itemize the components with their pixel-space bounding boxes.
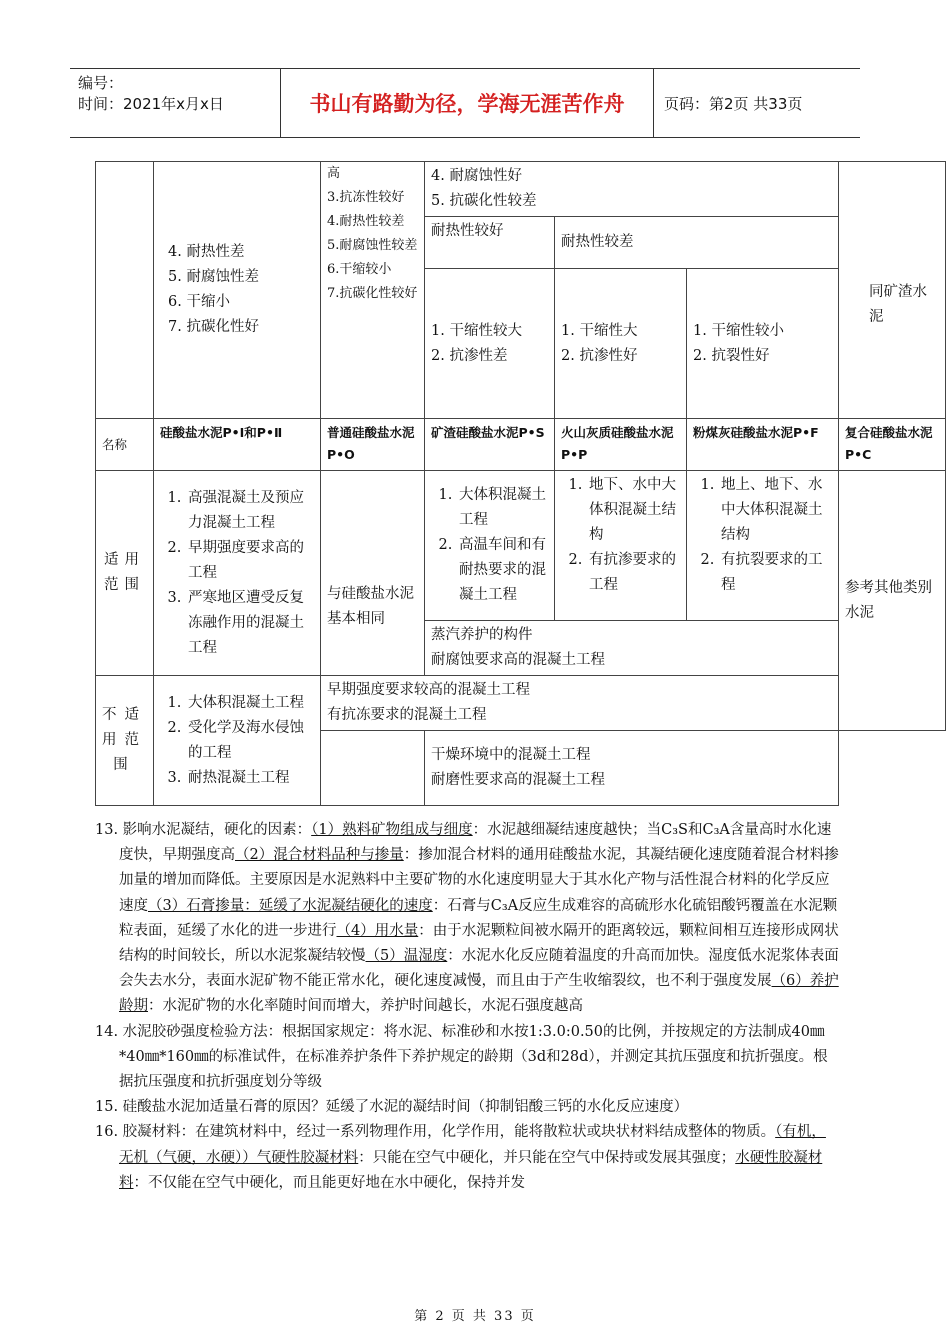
notapply-c345 [321,676,839,731]
list-item: 蒸汽养护的构件 [431,627,533,643]
list-item: 7. 抗碳化性好 [168,319,259,335]
list-item: 干燥环境中的混凝土工程 [431,747,591,763]
apply-c1 [154,471,321,676]
list-item: 2. 高温车间和有耐热要求的混凝土工程 [457,533,548,608]
motto: 书山有路勤为径，学海无涯苦作舟 [281,69,654,137]
list-item: 6. 干缩小 [168,294,230,310]
text-span: ：水泥越细凝结速度越快；当C₃S和C₃A含量高时水化速度快，早期强度高 [119,822,832,864]
text-span: ：只能在空气中硬化，并只能在空气中保持或发展其强度； [358,1149,736,1166]
paragraph-16 [95,1120,840,1196]
list-item: 4.耐热性较差 [327,214,405,229]
notapply-c45 [425,731,839,806]
list-item: 耐腐蚀要求高的混凝土工程 [431,652,605,668]
header-col: 粉煤灰硅酸盐水泥P•F [687,419,839,471]
cell-top-c345 [425,162,839,217]
list-item: 6.干缩较小 [327,262,392,277]
list-item: 3. 耐热混凝土工程 [186,766,314,791]
underlined-term: （有机，无机（气硬，水硬））气硬性胶凝材料 [119,1124,826,1166]
list-item: 高 [327,166,341,181]
header-col: 复合硅酸盐水泥 P•C [839,419,946,471]
list-item: 2. 受化学及海水侵蚀的工程 [186,716,314,766]
cell-c5-shrink [687,269,839,419]
list-item: 2. 有抗裂要求的工程 [719,548,832,598]
list-item: 3.抗冻性较好 [327,190,405,205]
page-info: 页码：第2页 共33页 [664,94,803,113]
time-label: 时间：2021年x月x日 [78,95,224,113]
list-item: 耐磨性要求高的混凝土工程 [431,772,605,788]
underlined-term: （3）石膏掺量：延缓了水泥凝结硬化的速度 [148,897,433,914]
header-meta [70,69,281,137]
cell-top-name [96,162,154,419]
header-col: 火山灰质硅酸盐水泥 P•P [555,419,687,471]
paragraph-13 [95,818,840,1020]
paragraph-14: 14. 水泥胶砂强度检验方法：根据国家规定：将水泥、标准砂和水按1:3.0:0.50的比例，并按规定的方法制成40㎜*40㎜*160㎜的标准试件，在标准养护条件下养护规定的龄期（3d和28d），并测定其抗压强度和抗折强度。根据抗压强度和抗折强度划分等级 [95,1023,828,1091]
underlined-term: 水硬性胶凝材料 [119,1149,823,1191]
list-item: 5.耐腐蚀性较差 [327,238,418,253]
list-item: 4. 耐腐蚀性好 [431,168,522,184]
cement-table [95,161,946,806]
apply-c345 [425,621,839,676]
cell-c45-heat [555,217,839,269]
underlined-term: （5）温湿度 [365,948,448,965]
text-span: ：由于水泥颗粒间被水隔开的距离较远，颗粒间相互连接形成网状结构的时间较长，所以水泥浆凝结较慢 [119,922,839,965]
underlined-term: （2）混合材料品种与掺量 [235,847,404,864]
list-item: 1. 大体积混凝土工程 [186,691,314,716]
list-item: 3. 严寒地区遭受反复冻融作用的混凝土工程 [186,586,314,661]
cell-top-c2 [321,162,425,419]
list-item: 1. 干缩性较大 [431,322,522,339]
number-label: 编号： [78,74,124,92]
list-item: 4. 耐热性差 [168,244,245,260]
underlined-term: （6）养护龄期 [119,973,839,1015]
header-name: 名称 [96,419,154,471]
list-item: 2. 抗裂性好 [693,347,770,364]
text-span: ：掺加混合材料的通用硅酸盐水泥，其凝结硬化速度随着混合材料掺加量的增加而降低。主要原因是水泥熟料中主要矿物的水化速度明显大于其水化产物与活性混合材料的化学反应速度 [119,847,839,914]
note-text: 同矿渣水泥 [869,284,927,325]
page-header [70,68,860,138]
heat-text: 耐热性较差 [561,234,634,250]
apply-c5 [687,471,839,621]
heat-text: 耐热性较好 [431,223,504,239]
page-footer: 第 2 页 共 33 页 [414,1309,536,1324]
cell-c3-heat [425,217,555,269]
text-span: ：水泥水化反应随着温度的升高而加快。湿度低水泥浆体表面会失去水分，表面水泥矿物不能正常水化，硬化速度减慢，而且由于产生收缩裂纹，也不利于强度发展 [119,948,839,990]
list-item: 2. 有抗渗要求的工程 [587,548,680,598]
paragraph-15: 15. 硅酸盐水泥加适量石膏的原因？延缓了水泥的凝结时间（抑制铝酸三钙的水化反应速度） [95,1099,689,1116]
cell-top-c1 [154,162,321,419]
text-span: 13. 影响水泥凝结，硬化的因素： [95,822,312,838]
notapply-c3-empty [321,731,425,806]
list-item: 7.抗碳化性较好 [327,286,418,301]
cell-c4-shrink [555,269,687,419]
cell-c3-shrink [425,269,555,419]
apply-c3 [425,471,555,621]
list-item: 2. 抗渗性差 [431,347,508,364]
list-item: 有抗冻要求的混凝土工程 [327,707,487,723]
notapply-c1 [154,676,321,806]
text-span: ：石膏与C₃A反应生成难容的高硫形水化硫铝酸钙覆盖在水泥颗粒表面，延缓了水化的进一步进行 [119,897,838,939]
apply-c2: 与硅酸盐水泥基本相同 [321,471,425,676]
list-item: 1. 地下、水中大体积混凝土结构 [587,473,680,548]
list-item: 2. 早期强度要求高的工程 [186,536,314,586]
header-col: 硅酸盐水泥P•Ⅰ和P•Ⅱ [154,419,321,471]
list-item: 1. 干缩性大 [561,322,638,339]
text-span: ：不仅能在空气中硬化，而且能更好地在水中硬化，保持并发 [133,1174,525,1191]
apply-c6: 参考其他类别水泥 [839,471,946,731]
list-item: 5. 耐腐蚀性差 [168,269,259,285]
label-notapply: 不适用范围 [96,676,154,806]
text-span: 16. 胶凝材料：在建筑材料中，经过一系列物理作用，化学作用，能将散粒状或块状材料结成整体的物质。 [95,1124,776,1141]
apply-c4 [555,471,687,621]
list-item: 2. 抗渗性好 [561,347,638,364]
underlined-term: （1）熟料矿物组成与细度 [311,822,473,838]
list-item: 1. 大体积混凝土工程 [457,483,548,533]
underlined-term: （4）用水量 [336,922,419,939]
cell-top-c6 [839,162,946,419]
header-col: 普通硅酸盐水泥 P•O [321,419,425,471]
list-item: 1. 干缩性较小 [693,322,784,339]
label-apply: 适用范围 [96,471,154,676]
header-col: 矿渣硅酸盐水泥P•S [425,419,555,471]
list-item: 5. 抗碳化性较差 [431,193,537,209]
list-item: 1. 高强混凝土及预应力混凝土工程 [186,486,314,536]
list-item: 1. 地上、地下、水中大体积混凝土结构 [719,473,832,548]
list-item: 早期强度要求较高的混凝土工程 [327,682,530,698]
body-text [95,818,840,1196]
text-span: ：水泥矿物的水化率随时间而增大，养护时间越长，水泥石强度越高 [148,998,583,1015]
